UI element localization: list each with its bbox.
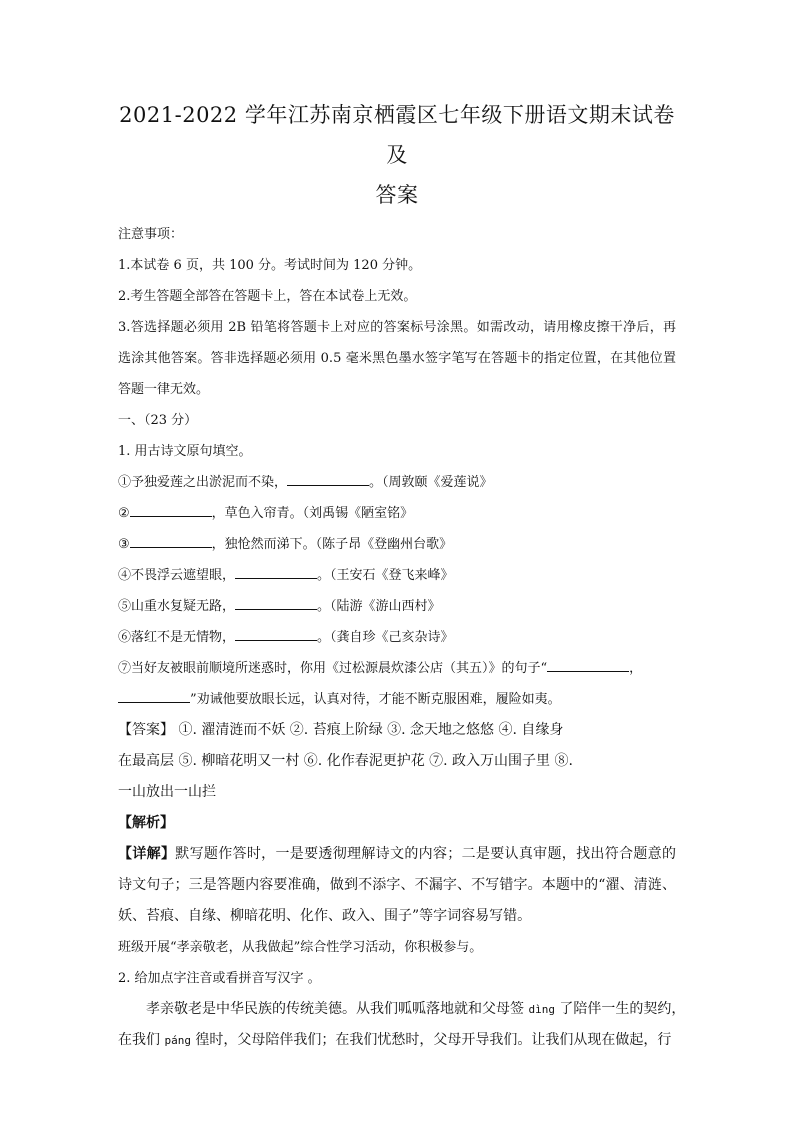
item-text-after: 。（王安石《登飞来峰》 <box>317 568 454 583</box>
question-1-stem: 1. 用古诗文原句填空。 <box>118 444 252 459</box>
analysis-label: 【解析】 <box>118 815 174 831</box>
question-1-item-7 <box>118 653 676 715</box>
item-text-before: ①予独爱莲之出淤泥而不染， <box>118 475 288 490</box>
answer-blank <box>547 657 629 672</box>
answer-blank <box>287 471 369 486</box>
answer-blank <box>118 688 190 703</box>
question-1-item-4 <box>118 560 676 591</box>
passage-text: 了陪伴一生的契约， <box>554 1001 686 1017</box>
notice-item-2: 2.考生答题全部答在答题卡上，答在本试卷上无效。 <box>118 289 417 304</box>
detail-text: 默写题作答时，一是要透彻理解诗文的内容；二是要认真审题，找出符合题意的诗文句子；三是答题内容要准确，做到不添字、不漏字、不写错字。本题中的“濯、清涟、妖、苔痕、自缘、柳暗花明、化作、政入、围子”等字词容易写错。 <box>118 846 677 924</box>
item-text-before: ⑤山重水复疑无路， <box>118 599 236 614</box>
answer-blank <box>130 502 212 517</box>
question-1-item-3 <box>118 529 676 560</box>
item7-text-1: ⑦当好友被眼前顺境所迷惑时，你用《过松源晨炊漆公店（其五）》的句子“ <box>118 661 548 676</box>
answer-line-1: 【答案】 ①. 濯清涟而不妖 ②. 苔痕上阶绿 ③. 念天地之悠悠 ④. 自缘身 <box>118 722 564 738</box>
item7-text-2: ， <box>629 661 643 676</box>
notice-header: 注意事项： <box>118 227 184 242</box>
question-1-item-6 <box>118 622 676 653</box>
answer-blank <box>235 595 317 610</box>
activity-intro: 班级开展“孝亲敬老，从我做起”综合性学习活动，你积极参与。 <box>118 940 483 955</box>
title-line-1: 2021-2022 学年江苏南京栖霞区七年级下册语文期末试卷及 <box>119 103 675 167</box>
pinyin-prompt: dìng <box>528 1003 555 1016</box>
question-2-stem: 2. 给加点字注音或看拼音写汉字 。 <box>118 971 321 986</box>
item-text-before: ② <box>118 506 130 521</box>
item-text-after: ，独怆然而涕下。（陈子昂《登幽州台歌》 <box>211 537 453 552</box>
title-line-2: 答案 <box>375 183 419 207</box>
item-text-before: ④不畏浮云遮望眼， <box>118 568 236 583</box>
item7-text-3: ”劝诫他要放眼长远，认真对待，才能不断克服困难，履险如夷。 <box>190 692 561 707</box>
question-1-item-2 <box>118 498 676 529</box>
notice-item-1: 1.本试卷 6 页，共 100 分。考试时间为 120 分钟。 <box>118 258 422 273</box>
answer-line-2: 在最高层 ⑤. 柳暗花明又一村 ⑥. 化作春泥更护花 ⑦. 政入万山围子里 ⑧. <box>118 753 573 769</box>
section-heading: 一、（23 分） <box>118 413 198 428</box>
item-text-before: ⑥落红不是无情物， <box>118 630 236 645</box>
detail-paragraph <box>118 839 676 932</box>
item-text-after: 。（陆游《游山西村》 <box>317 599 441 614</box>
question-1-item-5 <box>118 591 676 622</box>
item-text-after: 。（龚自珍《己亥杂诗》 <box>317 630 454 645</box>
item-text-after: 。（周敦颐《爱莲说》 <box>369 475 493 490</box>
notice-item-3: 3.答选择题必须用 2B 铅笔将答题卡上对应的答案标号涂黑。如需改动，请用橡皮擦干净后，再选涂其他答案。答非选择题必须用 0.5 毫米黑色墨水签字笔写在答题卡的指定位置，在其他位置答题一律无效。 <box>118 320 676 397</box>
answer-blank <box>235 564 317 579</box>
answer-blank <box>235 626 317 641</box>
detail-label: 【详解】 <box>118 846 176 862</box>
pinyin-prompt: páng <box>164 1034 191 1047</box>
passage-text: 徨时，父母陪伴我们；在我们忧愁时，父母开导我们。让我们从现在做起，行 <box>190 1032 672 1048</box>
item-text-after: ，草色入帘青。（刘禹锡《陋室铭》 <box>211 506 414 521</box>
passage-text: 孝亲敬老是中华民族的传统美德。从我们呱呱落地就和父母签 <box>146 1001 529 1017</box>
question-1-item-1 <box>118 467 676 498</box>
passage-line-2 <box>118 1025 676 1056</box>
passage-text: 在我们 <box>118 1032 165 1048</box>
passage-line-1 <box>118 994 686 1025</box>
item-text-before: ③ <box>118 537 130 552</box>
answer-blank <box>130 533 212 548</box>
answer-line-3: 一山放出一山拦 <box>118 784 216 800</box>
question-2-passage <box>118 994 686 1056</box>
document-title <box>118 95 676 215</box>
answer-block <box>118 715 676 932</box>
